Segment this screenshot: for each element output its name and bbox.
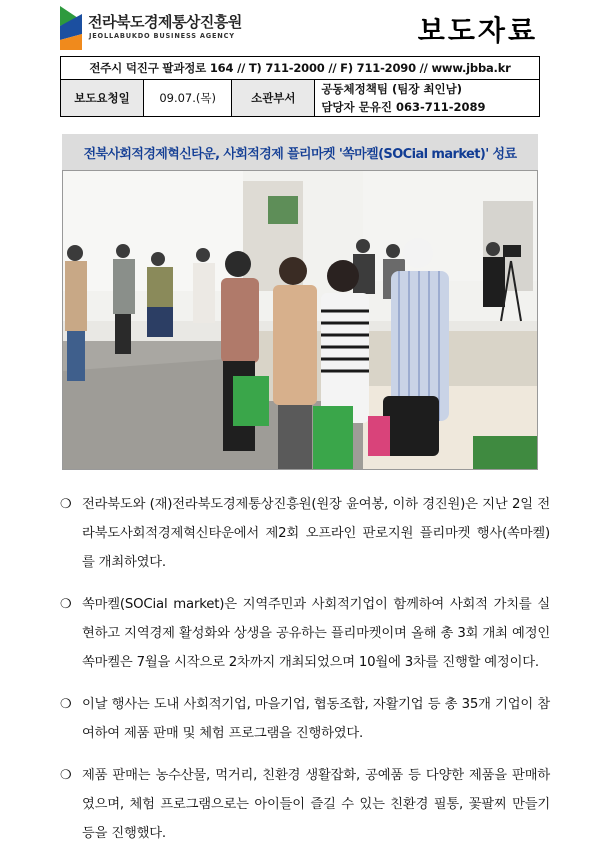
press-release-body — [60, 490, 550, 861]
bullet-icon: ❍ — [60, 697, 72, 712]
department-person: 담당자 문유진 063-711-2089 — [321, 100, 486, 114]
page-header — [0, 0, 600, 56]
bullet-icon: ❍ — [60, 597, 72, 612]
department-contact — [315, 80, 540, 117]
bullet-icon: ❍ — [60, 497, 72, 512]
paragraph-text: 이날 행사는 도내 사회적기업, 마을기업, 협동조합, 자활기업 등 총 35개 기업이 참여하여 제품 판매 및 체험 프로그램을 진행하였다. — [82, 697, 550, 741]
org-name: 전라북도경제통상진흥원 — [88, 13, 242, 31]
event-photo-image — [63, 171, 538, 470]
request-date-label: 보도요청일 — [61, 80, 144, 117]
department-label: 소관부서 — [232, 80, 315, 117]
bullet-icon: ❍ — [60, 768, 72, 783]
headline: 전북사회적경제혁신타운, 사회적경제 플리마켓 '쏙마켈(SOCial market)' 성료 — [83, 147, 517, 162]
paragraph-2 — [60, 590, 550, 677]
paragraph-3 — [60, 690, 550, 748]
paragraph-1 — [60, 490, 550, 577]
paragraph-4 — [60, 761, 550, 848]
document-type-title: 보도자료 — [417, 14, 538, 47]
headline-bar — [62, 134, 538, 170]
contact-info-table — [60, 56, 540, 117]
department-team: 공동체정책팀 (팀장 최인남) — [321, 82, 463, 96]
request-date-value: 09.07.(목) — [144, 80, 232, 117]
address-line: 전주시 덕진구 팔과정로 164 // T) 711-2000 // F) 711-2090 // www.jbba.kr — [61, 57, 540, 80]
event-photo — [62, 170, 538, 470]
paragraph-text: 쏙마켈(SOCial market)은 지역주민과 사회적기업이 함께하여 사회적 가치를 실현하고 지역경제 활성화와 상생을 공유하는 플리마켓이며 올해 총 3회 개최 예정인 쏙마켈은 7월을 시작으로 2차까지 개최되었으며 10월에 3차를 진행할 예정이다. — [82, 597, 550, 670]
request-row — [61, 80, 540, 117]
paragraph-text: 전라북도와 (재)전라북도경제통상진흥원(원장 윤여봉, 이하 경진원)은 지난 2일 전라북도사회적경제혁신타운에서 제2회 오프라인 판로지원 플리마켓 행사(쏙마켈)를 개최하였다. — [82, 497, 550, 570]
paragraph-text: 제품 판매는 농수산물, 먹거리, 친환경 생활잡화, 공예품 등 다양한 제품을 판매하였으며, 체험 프로그램으로는 아이들이 즐길 수 있는 친환경 필통, 꽃팔찌 만들기 등을 진행했다. — [82, 768, 550, 841]
org-name-english: JEOLLABUKDO BUSINESS AGENCY — [89, 32, 235, 40]
address-row — [61, 57, 540, 80]
agency-logo-icon — [58, 4, 84, 52]
